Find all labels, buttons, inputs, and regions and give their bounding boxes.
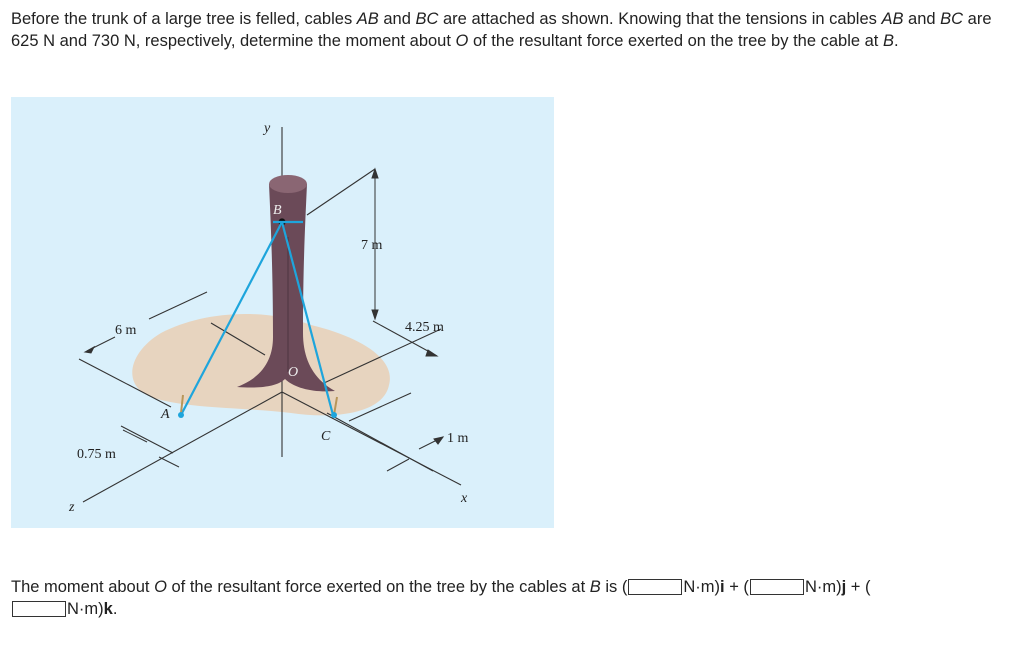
answer-text: .	[112, 600, 118, 618]
answer-line	[11, 576, 1016, 620]
cable-bc-label: BC	[415, 10, 439, 28]
answer-text: The moment about	[11, 578, 155, 596]
problem-text: are 625 N and 730 N, respectively, determine the moment about	[11, 10, 992, 50]
problem-text: and	[903, 10, 941, 28]
answer-text: + (	[846, 578, 871, 596]
tree-diagram	[11, 97, 554, 528]
dim-075-line	[159, 457, 179, 467]
point-c-label: C	[321, 429, 331, 444]
point-b-label: B	[273, 203, 282, 218]
point-b-label: B	[589, 578, 601, 596]
problem-statement	[11, 9, 1011, 52]
unit-vector-j: j	[841, 578, 847, 596]
dim-6m-label: 6 m	[115, 323, 137, 338]
point-b-label: B	[882, 31, 894, 50]
dim-075-label: 0.75 m	[77, 447, 116, 462]
unit-label: N·m)	[683, 578, 721, 596]
unit-label: N·m)	[67, 600, 104, 618]
y-axis-label: y	[264, 121, 271, 136]
cable-bc-label: BC	[940, 10, 964, 28]
z-axis-label: z	[69, 500, 75, 515]
problem-text: .	[893, 31, 899, 50]
point-o-label: O	[154, 578, 167, 596]
point-o-label: O	[288, 365, 299, 380]
unit-vector-i: i	[720, 578, 725, 596]
cable-ab-label: AB	[356, 10, 379, 28]
problem-text: are attached as shown. Knowing that the tensions in cables	[438, 10, 882, 28]
dim-arrow	[372, 310, 378, 319]
problem-text: and	[378, 10, 416, 28]
extension-line	[121, 426, 173, 453]
moment-k-input[interactable]	[12, 601, 66, 617]
point-a-label: A	[161, 407, 170, 422]
problem-text: Before the trunk of a large tree is felled, cables	[11, 10, 357, 28]
x-axis-label: x	[461, 491, 468, 506]
dim-425-label: 4.25 m	[405, 320, 444, 335]
dim-6m-line-right	[149, 292, 207, 319]
trunk-top	[269, 175, 307, 193]
anchor-a	[178, 412, 184, 418]
dim-arrow	[85, 347, 94, 353]
ground-patch	[132, 314, 390, 415]
extension-line	[327, 413, 433, 471]
dim-arrow	[426, 350, 437, 356]
tree-cable-figure	[11, 97, 554, 528]
anchor-c	[331, 412, 337, 418]
problem-text: of the resultant force exerted on the tree by the cable at	[468, 31, 883, 50]
cable-ab-label: AB	[881, 10, 904, 28]
moment-i-input[interactable]	[628, 579, 682, 595]
dim-7m-label: 7 m	[361, 238, 383, 253]
unit-label: N·m)	[804, 578, 842, 596]
dim-075-line	[123, 430, 147, 442]
unit-vector-k: k	[103, 600, 113, 618]
moment-j-input[interactable]	[750, 579, 804, 595]
dim-1m-label: 1 m	[447, 431, 469, 446]
answer-text: of the resultant force exerted on the tree by the cables at	[166, 578, 590, 596]
dim-1m-line	[387, 459, 409, 471]
answer-text: + (	[724, 578, 749, 596]
extension-line	[307, 169, 375, 215]
point-o-label: O	[455, 31, 469, 50]
answer-text: is (	[600, 578, 628, 596]
dim-arrow	[434, 437, 443, 444]
